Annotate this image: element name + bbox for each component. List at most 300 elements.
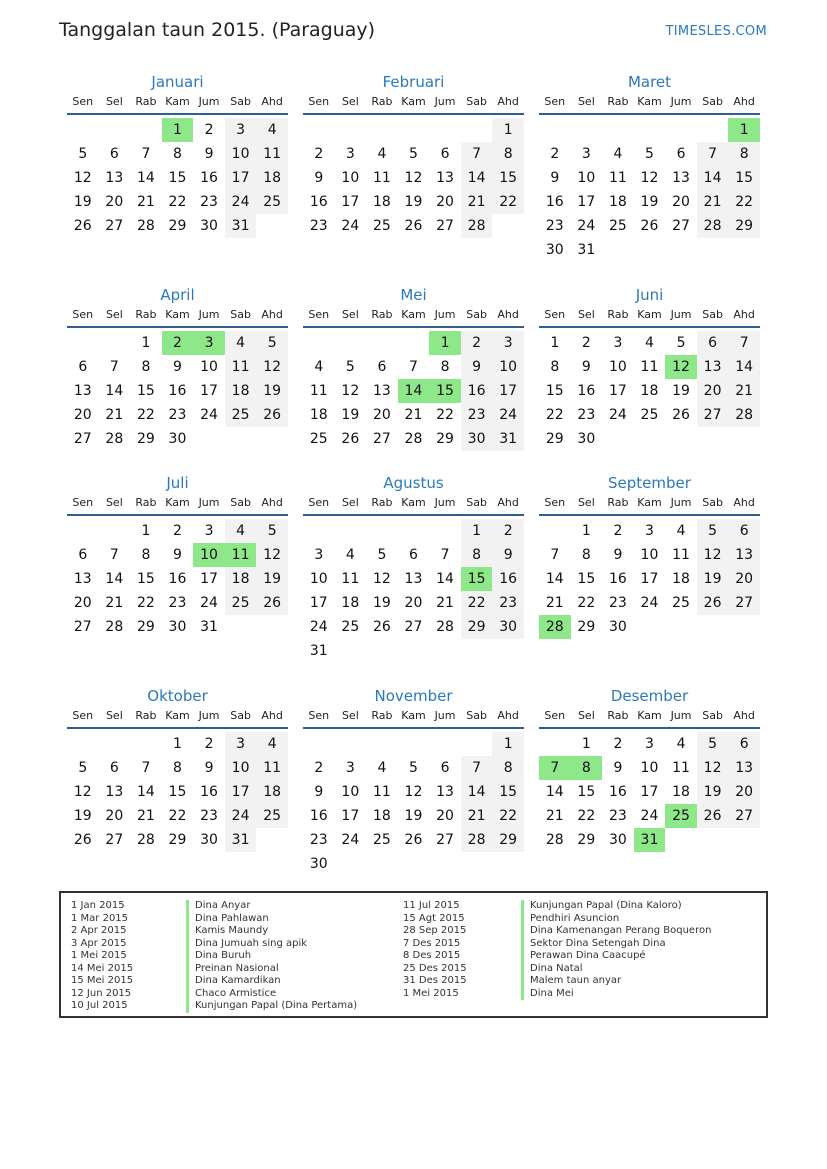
empty-cell: [461, 732, 493, 756]
day-cell: 25: [672, 595, 690, 611]
month-februari: [303, 73, 524, 238]
weekday-label: Rab: [607, 308, 629, 321]
holiday-day: 1: [728, 118, 760, 142]
day-cell: 2: [314, 760, 324, 776]
day-cell: 9: [613, 760, 623, 776]
day-cell: 22: [136, 595, 155, 611]
day-cell: 19: [697, 780, 729, 804]
weekday-label: Sen: [308, 496, 330, 509]
day-cell: 12: [697, 543, 729, 567]
weekday-label: Sen: [544, 709, 566, 722]
day-cell: 1: [461, 519, 493, 543]
day-cell: 19: [73, 808, 92, 824]
day-cell: 20: [436, 808, 454, 824]
day-cell: 7: [141, 146, 151, 162]
empty-cell: [67, 519, 99, 543]
day-grid: [67, 331, 288, 451]
day-cell: 8: [440, 359, 450, 375]
day-cell: 24: [608, 407, 627, 423]
day-cell: 10: [577, 170, 596, 186]
day-grid: [67, 732, 288, 852]
day-cell: 14: [728, 355, 760, 379]
day-cell: 27: [728, 804, 760, 828]
day-cell: 29: [577, 619, 596, 635]
empty-cell: [303, 331, 335, 355]
holiday-day: 31: [634, 828, 666, 852]
empty-cell: [303, 118, 335, 142]
day-cell: 16: [200, 170, 218, 186]
empty-cell: [539, 519, 571, 543]
legend-holiday-name: Perawan Dina Caacupé: [521, 950, 711, 963]
day-cell: 18: [372, 808, 391, 824]
legend-left-names: [186, 900, 357, 1013]
day-cell: 18: [256, 780, 288, 804]
day-cell: 2: [613, 736, 623, 752]
day-cell: 30: [608, 619, 627, 635]
day-cell: 8: [173, 146, 182, 162]
empty-cell: [697, 118, 729, 142]
day-cell: 7: [550, 547, 560, 563]
day-cell: 8: [461, 543, 493, 567]
day-cell: 11: [256, 142, 288, 166]
day-cell: 29: [577, 832, 596, 848]
holiday-legend: [59, 891, 768, 1018]
day-cell: 22: [492, 190, 524, 214]
weekday-label: Sen: [544, 496, 566, 509]
weekday-label: Ahd: [733, 709, 755, 722]
day-grid: [303, 331, 524, 451]
day-cell: 15: [577, 571, 596, 587]
weekday-header: [67, 496, 288, 516]
day-cell: 1: [173, 736, 182, 752]
day-cell: 12: [404, 784, 423, 800]
day-cell: 14: [105, 571, 124, 587]
day-cell: 28: [728, 403, 760, 427]
weekday-label: Jum: [198, 95, 220, 108]
day-cell: 10: [608, 359, 627, 375]
holiday-day: 15: [429, 379, 461, 403]
legend-holiday-name: Dina Anyar: [186, 900, 357, 913]
day-cell: 18: [372, 194, 391, 210]
weekday-label: Sel: [577, 709, 595, 722]
day-cell: 5: [377, 547, 387, 563]
day-cell: 21: [545, 808, 564, 824]
day-cell: 31: [309, 643, 328, 659]
empty-cell: [429, 519, 461, 543]
weekday-label: Sab: [702, 95, 723, 108]
weekday-label: Sen: [544, 308, 566, 321]
day-cell: 10: [341, 784, 360, 800]
day-cell: 22: [136, 407, 155, 423]
day-cell: 18: [608, 194, 627, 210]
empty-cell: [665, 118, 697, 142]
day-cell: 16: [608, 784, 627, 800]
day-cell: 6: [440, 146, 450, 162]
legend-holiday-name: Chaco Armistice: [186, 988, 357, 1001]
month-name: Agustus: [383, 474, 444, 492]
day-cell: 4: [256, 118, 288, 142]
month-mei: [303, 286, 524, 451]
legend-date: 28 Sep 2015: [403, 925, 467, 936]
weekday-label: Sel: [577, 95, 595, 108]
day-cell: 21: [436, 595, 454, 611]
day-cell: 27: [672, 218, 690, 234]
day-cell: 13: [697, 355, 729, 379]
day-cell: 28: [136, 218, 155, 234]
day-cell: 16: [200, 784, 218, 800]
day-cell: 19: [73, 194, 92, 210]
day-cell: 28: [404, 431, 423, 447]
day-cell: 31: [577, 242, 596, 258]
weekday-label: Sen: [72, 95, 94, 108]
day-cell: 28: [461, 214, 493, 238]
weekday-label: Sel: [577, 496, 595, 509]
day-cell: 8: [492, 756, 524, 780]
day-cell: 9: [550, 170, 560, 186]
weekday-header: [539, 95, 760, 115]
day-cell: 13: [372, 383, 391, 399]
day-cell: 15: [492, 780, 524, 804]
day-cell: 17: [577, 194, 596, 210]
day-cell: 2: [550, 146, 560, 162]
day-cell: 19: [697, 567, 729, 591]
empty-cell: [539, 118, 571, 142]
day-cell: 11: [672, 760, 690, 776]
day-cell: 27: [728, 591, 760, 615]
day-cell: 18: [672, 571, 690, 587]
day-cell: 24: [640, 595, 659, 611]
day-cell: 20: [105, 808, 124, 824]
weekday-label: Sab: [466, 95, 487, 108]
weekday-label: Rab: [135, 709, 157, 722]
day-cell: 21: [404, 407, 423, 423]
empty-cell: [398, 118, 430, 142]
legend-date: 11 Jul 2015: [403, 900, 460, 911]
day-cell: 26: [341, 431, 360, 447]
legend-date: 8 Des 2015: [403, 950, 461, 961]
month-name: Juli: [166, 474, 189, 492]
day-cell: 2: [461, 331, 493, 355]
month-name: November: [374, 687, 453, 705]
legend-holiday-name: Malem taun anyar: [521, 975, 711, 988]
weekday-header: [303, 308, 524, 328]
month-april: [67, 286, 288, 451]
legend-date: 2 Apr 2015: [71, 925, 127, 936]
empty-cell: [571, 118, 603, 142]
empty-cell: [366, 118, 398, 142]
day-cell: 20: [73, 595, 92, 611]
month-november: [303, 687, 524, 876]
day-cell: 17: [200, 383, 218, 399]
day-cell: 3: [345, 146, 355, 162]
weekday-label: Sen: [72, 496, 94, 509]
day-cell: 19: [672, 383, 690, 399]
day-cell: 22: [492, 804, 524, 828]
day-cell: 11: [341, 571, 360, 587]
day-cell: 3: [492, 331, 524, 355]
weekday-label: Sab: [230, 496, 251, 509]
weekday-label: Kam: [165, 308, 190, 321]
day-cell: 6: [676, 146, 686, 162]
day-cell: 5: [645, 146, 654, 162]
legend-date: 25 Des 2015: [403, 962, 467, 974]
day-grid: [67, 519, 288, 639]
weekday-header: [303, 709, 524, 729]
day-cell: 26: [404, 218, 423, 234]
day-cell: 23: [200, 808, 218, 824]
day-cell: 9: [314, 170, 324, 186]
legend-holiday-name: Dina Jumuah sing apik: [186, 938, 357, 951]
legend-holiday-name: Preinan Nasional: [186, 963, 357, 976]
month-name: Maret: [627, 73, 672, 91]
legend-date: 1 Mei 2015: [403, 987, 459, 999]
weekday-label: Jum: [198, 308, 220, 321]
day-cell: 28: [105, 619, 124, 635]
day-cell: 14: [136, 784, 155, 800]
day-cell: 20: [404, 595, 423, 611]
day-cell: 15: [136, 571, 155, 587]
day-cell: 28: [105, 431, 124, 447]
day-cell: 3: [225, 118, 257, 142]
day-cell: 19: [404, 194, 423, 210]
site-link[interactable]: TIMESLES.COM: [665, 24, 767, 39]
day-cell: 4: [225, 331, 257, 355]
day-cell: 5: [256, 331, 288, 355]
day-cell: 21: [545, 595, 564, 611]
day-cell: 10: [225, 142, 257, 166]
weekday-label: Sel: [105, 496, 123, 509]
legend-holiday-name: Dina Buruh: [186, 950, 357, 963]
day-cell: 11: [256, 756, 288, 780]
weekday-label: Sen: [308, 709, 330, 722]
day-cell: 9: [204, 146, 214, 162]
day-cell: 30: [545, 242, 564, 258]
day-cell: 13: [105, 784, 124, 800]
day-cell: 29: [492, 828, 524, 852]
day-cell: 20: [372, 407, 391, 423]
month-januari: [67, 73, 288, 238]
weekday-label: Rab: [371, 709, 393, 722]
day-cell: 11: [372, 784, 391, 800]
legend-date: 1 Jan 2015: [71, 900, 125, 911]
day-cell: 12: [73, 784, 92, 800]
day-cell: 16: [309, 808, 328, 824]
holiday-day: 10: [193, 543, 225, 567]
day-cell: 2: [314, 146, 324, 162]
day-cell: 30: [461, 427, 493, 451]
month-name: Mei: [400, 286, 427, 304]
day-cell: 6: [78, 359, 88, 375]
day-cell: 1: [141, 523, 151, 539]
day-cell: 5: [409, 760, 418, 776]
weekday-label: Sab: [230, 308, 251, 321]
weekday-label: Kam: [637, 95, 662, 108]
day-cell: 7: [461, 756, 493, 780]
weekday-label: Kam: [637, 709, 662, 722]
day-cell: 13: [404, 571, 423, 587]
weekday-label: Jum: [198, 496, 220, 509]
legend-holiday-name: Dina Kamenangan Perang Boqueron: [521, 925, 711, 938]
weekday-label: Ahd: [497, 709, 519, 722]
day-cell: 3: [204, 523, 214, 539]
weekday-label: Rab: [371, 308, 393, 321]
day-cell: 20: [73, 407, 92, 423]
weekday-label: Sab: [230, 709, 251, 722]
day-cell: 20: [436, 194, 454, 210]
day-cell: 12: [404, 170, 423, 186]
day-cell: 3: [225, 732, 257, 756]
day-cell: 6: [377, 359, 387, 375]
day-cell: 11: [640, 359, 659, 375]
day-cell: 9: [173, 359, 182, 375]
month-agustus: [303, 474, 524, 663]
month-name: Oktober: [147, 687, 208, 705]
day-cell: 5: [676, 335, 686, 351]
day-cell: 16: [492, 567, 524, 591]
holiday-day: 12: [665, 355, 697, 379]
empty-cell: [67, 331, 99, 355]
month-juni: [539, 286, 760, 451]
day-cell: 25: [372, 218, 391, 234]
day-cell: 4: [225, 519, 257, 543]
day-cell: 10: [309, 571, 328, 587]
empty-cell: [335, 519, 367, 543]
day-cell: 28: [461, 828, 493, 852]
day-cell: 26: [73, 832, 92, 848]
empty-cell: [303, 732, 335, 756]
day-cell: 4: [377, 760, 387, 776]
day-cell: 15: [577, 784, 596, 800]
day-cell: 5: [345, 359, 355, 375]
day-cell: 24: [341, 218, 360, 234]
day-cell: 4: [676, 523, 686, 539]
day-cell: 2: [173, 523, 182, 539]
day-cell: 16: [608, 571, 627, 587]
legend-date: 31 Des 2015: [403, 975, 467, 986]
day-cell: 23: [168, 595, 187, 611]
day-cell: 3: [645, 736, 654, 752]
day-cell: 8: [492, 142, 524, 166]
day-cell: 31: [225, 828, 257, 852]
weekday-label: Ahd: [261, 496, 283, 509]
day-cell: 4: [676, 736, 686, 752]
day-cell: 23: [492, 591, 524, 615]
day-cell: 7: [409, 359, 418, 375]
weekday-label: Sel: [341, 709, 359, 722]
weekday-label: Jum: [670, 496, 692, 509]
day-cell: 24: [225, 190, 257, 214]
legend-left-dates: [71, 900, 133, 1013]
day-cell: 20: [105, 194, 124, 210]
holiday-day: 1: [162, 118, 194, 142]
day-cell: 25: [256, 190, 288, 214]
day-cell: 27: [436, 832, 454, 848]
empty-cell: [398, 519, 430, 543]
day-cell: 1: [581, 523, 591, 539]
weekday-label: Sen: [308, 95, 330, 108]
day-cell: 8: [581, 547, 591, 563]
day-cell: 30: [577, 431, 596, 447]
day-cell: 22: [436, 407, 454, 423]
day-cell: 2: [492, 519, 524, 543]
day-cell: 13: [672, 170, 690, 186]
legend-date: 12 Jun 2015: [71, 987, 132, 999]
day-cell: 23: [309, 832, 328, 848]
day-grid: [303, 732, 524, 876]
day-cell: 22: [168, 194, 187, 210]
day-cell: 13: [728, 543, 760, 567]
weekday-label: Kam: [401, 95, 426, 108]
day-cell: 21: [461, 190, 493, 214]
day-cell: 5: [78, 146, 88, 162]
day-cell: 27: [372, 431, 391, 447]
day-cell: 22: [577, 808, 596, 824]
day-cell: 4: [377, 146, 387, 162]
day-cell: 14: [697, 166, 729, 190]
day-cell: 19: [640, 194, 659, 210]
day-cell: 30: [608, 832, 627, 848]
weekday-header: [303, 95, 524, 115]
day-cell: 26: [404, 832, 423, 848]
day-cell: 13: [73, 571, 92, 587]
weekday-label: Jum: [670, 709, 692, 722]
day-cell: 3: [314, 547, 324, 563]
day-cell: 19: [256, 379, 288, 403]
weekday-label: Jum: [670, 308, 692, 321]
empty-cell: [303, 519, 335, 543]
day-cell: 28: [697, 214, 729, 238]
day-cell: 17: [341, 808, 360, 824]
holiday-day: 2: [162, 331, 194, 355]
weekday-label: Ahd: [261, 709, 283, 722]
day-cell: 27: [73, 619, 92, 635]
weekday-label: Ahd: [261, 95, 283, 108]
month-name: Februari: [382, 73, 445, 91]
day-cell: 23: [461, 403, 493, 427]
day-cell: 12: [372, 571, 391, 587]
page-title: Tanggalan taun 2015. (Paraguay): [59, 19, 376, 41]
day-cell: 26: [256, 403, 288, 427]
holiday-day: 15: [461, 567, 493, 591]
day-cell: 17: [640, 784, 659, 800]
day-cell: 30: [309, 856, 328, 872]
weekday-label: Kam: [401, 308, 426, 321]
empty-cell: [429, 118, 461, 142]
weekday-header: [539, 709, 760, 729]
empty-cell: [366, 732, 398, 756]
weekday-label: Rab: [371, 95, 393, 108]
legend-right-dates: [403, 900, 467, 1000]
day-cell: 11: [309, 383, 328, 399]
day-cell: 26: [372, 619, 391, 635]
day-cell: 31: [492, 427, 524, 451]
holiday-day: 3: [193, 331, 225, 355]
day-cell: 18: [256, 166, 288, 190]
day-cell: 30: [168, 619, 187, 635]
day-cell: 26: [640, 218, 659, 234]
day-cell: 17: [200, 571, 218, 587]
weekday-label: Jum: [198, 709, 220, 722]
day-cell: 19: [404, 808, 423, 824]
weekday-label: Kam: [165, 496, 190, 509]
day-cell: 28: [136, 832, 155, 848]
day-cell: 26: [697, 804, 729, 828]
day-cell: 17: [225, 780, 257, 804]
day-cell: 26: [256, 591, 288, 615]
weekday-label: Sab: [702, 709, 723, 722]
day-cell: 6: [697, 331, 729, 355]
empty-cell: [461, 118, 493, 142]
